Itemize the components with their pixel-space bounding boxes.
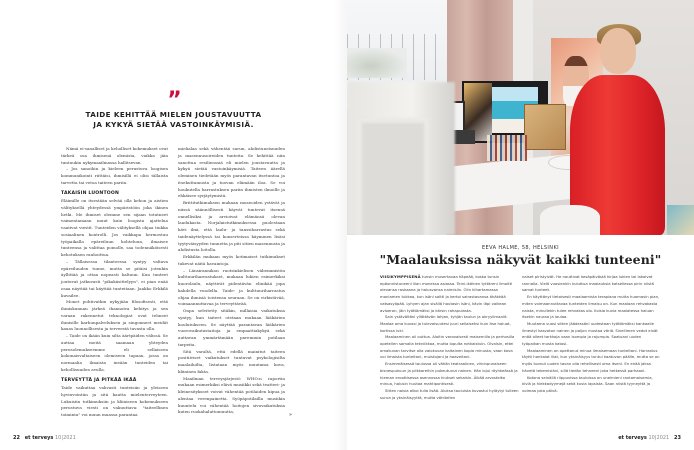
page-number: 23 (674, 435, 681, 441)
issue-year: 2021 (63, 435, 76, 441)
page-number: 22 (13, 435, 20, 441)
byline: EEVA HALME, 58, HELSINKI (481, 245, 560, 251)
issue-number: 10 (55, 435, 62, 441)
pull-quote-line: TAIDE KEHITTÄÄ MIELEN JOUSTAVUUTTA (85, 110, 262, 119)
paragraph: Sitä varaltä, että edellä mainitut taiteen positiiviset vaikutukset tuntuvat psykologisilta maalailuilta, listataan myös muutama kova, kliininen fakta. (178, 348, 285, 374)
section-heading: TERVEYTTÄ JA PITKÄÄ IKÄÄ (61, 377, 137, 383)
gutter-shadow (333, 0, 347, 450)
paragraph: Monet pohtivatkin nykyjään filosofisesti, että ihmiskunnan järkeä ihannoiva kehitys ja sen varaan rakennetut teknologiat ovat tehneet ihmisille karhunpalveluksen ja singonneet meidät kauas luonnollisesta ja terveestä tavasta olla. (61, 299, 168, 332)
right-page (347, 0, 694, 450)
story-column-2 (522, 274, 661, 395)
paragraph (380, 274, 519, 314)
paragraph: Maailman terveysjärjestö WHO:n raportin mukaan esimerkiksi elävä musiikki sekä teatteri- ja kleinesityksset voivat vähentää potilaiden kipua ja alentaa verenpainetta. Syöpäpotilailla musiikin kuuntelu voi vähentää hoitojen sivuvaikutuksia kuten ruokahaluttomuutta, (178, 375, 285, 415)
paragraph: Muutama vuosi sitten jäädessäni uudestaan työttömäksi kankaalle ilmestyi kasvoton nainen ja paljon mustaa väriä. Sivellimen vedot eivät enää olleet tarkkoja vaan isompia ja rajumpia. Saatuani uuden työpaikan musta katosi. (522, 320, 658, 347)
photo-face (600, 28, 636, 74)
page-footer-left: 22 et terveys 10|2021 (13, 435, 76, 441)
paragraph: Sain ystävältäni yllättävän lahjan, tyhjän taulun ja akryylimaalit. Maalaa oma kuvasi ja tulevaisuutesi juuri sellaiseksi kuin itse haluat, kortissa luki. (380, 314, 511, 333)
lead-in: VIISIKYMPPISENÄ (380, 274, 421, 279)
section-heading: TAKAISIN LUONTOON (61, 190, 120, 196)
paragraph: – Länsirannikon ruotsinkielisen väbemmistön kulttuuriharrastukset, mukaan lukien esimerkiksi kuorolaulu, näyttivät pidentävän elinikää jopa kahdella vuodella. Taide- ja kulttuuriharrastus ohjaa ihmisiä toistensa seuraan. Se on virkistävää, voimaannuttavaa ja terveyttävää. (178, 267, 285, 307)
pull-quote-line: JA KYKYÄ SIETÄÄ VASTOINKÄYMISIÄ. (93, 120, 254, 129)
photo-easel (524, 104, 566, 150)
paragraph: Maalaaminen oli outtua. Aloitin varovaisesti maisemilla ja perhosilla opetellen samalla tekniikkaa, mutta lopulta rohkaistuin. Oivalsin, ettei omakuvan tarvitse olla valokuvan kaltainen kopio minusta, vaan kova voi ilmaista tunteitani, muistojani ja haaveitani. (380, 334, 515, 360)
quote-mark-icon: ” (167, 88, 180, 113)
issue-number: 10 (648, 435, 655, 441)
magazine-brand: et terveys (24, 435, 54, 441)
paragraph: Maalaaminen on opettanut minua ilmaisemaan tunteitani. Harrastus täytti hankalat illat, kun yksinäisyys tuntui kaatuvan päälle, mutta se on myös tuonut uuden tavan olla rehellisesti oma itseni. En enää jaksa hävetä tekemisiäni, sillä tiedän tehneeni joka hetkessä parhaani. (522, 347, 660, 373)
continue-arrow-icon: » (289, 412, 293, 418)
page-footer-right: et terveys 10|2021 23 (618, 435, 681, 441)
paragraph: naiset piristyivät. He nauttivat kesäpäivästä kirjaa lukien tai lakoivat rannalla. Vielä vuosienkin kuluttua maalauksia katsellessa pirin niistä samat tunteet. (522, 274, 654, 293)
headline: "Maalauksissa näkyvät kaikki tunteeni" (379, 252, 662, 267)
photo-foreground-frame (357, 118, 429, 235)
paragraph: Nämä ei-sanalliset ja keholliset kokemukset ovat tärkeä osa ihmisenä olemista, vaikka jäin tuntuukin nykymaailmassa hallitsevan. (61, 146, 168, 165)
paragraph: Onpa selvitetty sitäkin, millaisia vaikutuksia syntyy, kun taiteet otetaan mukaan lääkärien koulutukseen. Se näyttää parantavan lääkärien vuorovaikutustaitoja ja empaattiakykyä sekä auttavan ymmärtämään paremmin potilaan tarpeita. (178, 308, 285, 347)
article-photo (347, 0, 694, 235)
pull-quote (0, 110, 347, 130)
article-column-1 (61, 146, 168, 419)
issue-year: 2021 (656, 435, 670, 441)
photo-paint-tubes (487, 135, 527, 161)
paragraph: – Jos sanoihin ja kieleen perustuva loogisen kommunikointi riittäisi, ihmisillä ei olisi tällaista tarvetta tai vetoa taiteen pariin. (61, 166, 168, 185)
paragraph: Kotona seinällä riippuvissa tauluissa on unelmieni rantamaisemia, kiviä ja hiekkadyymejä sekä kuvia lapsista. Saan niistä tyyneyttä ja voimaa joka päivä. (522, 374, 653, 393)
paragraph-text: tunsin musertavaa häpeää, koska tunsin epäonnistuneeni liian monessa asiassa. Teini-ikäinen tyttäreni ilmoitti olevansa raskaana ja halusvansa naimisiin. Olin kihartamassa moniamen tukkaa, kun isäni soitti ja kertoi sairastavansa ähäkkää vatsasyöpää. Lyhyen ajan sisällä hautasin isäni, kävin läpi vaikean avioeron, jäin työttömäksi ja kärsin rahapulasta. (380, 274, 513, 313)
story-column-1 (380, 274, 519, 401)
photo-trousers (540, 205, 600, 235)
paragraph: – Tällaisessa tilanteessa syntyy valtava epäreiluuden tunne, mutta se pitäisi jotenkin äyllittää ja ottaa nopeasti haltuun. Kun tunteet joutuvat jatkuvasti "pikakäsittelyyn", ei pian enää osaa näyttää tai käyttää tunteitaan. Jaakko Erkkilä kuvailee. (61, 258, 168, 298)
paragraph: Eläimille on itsestään selvää olla kehon ja aistien välityksellä yhteydessä ympäristöön joka ikinen hetki. Me ihmiset olemme sen sijaan totutneet vaimentamaan muut kuin loogista ajattelua vaativat viestit. Tunteiden välityksellä ohjaa tiukka sosiaalinen kontrolli. Jos vaikkapa hermostuu työpaikalla epäreiluun kohteluun, ilmaisee tunteensa ja valittaa pomolle, saa todennäköisesti kehotuksen rauhoittua. (61, 198, 168, 257)
photo-painting-corner (667, 205, 694, 235)
paragraph: Taide vaikuttaa vahvasti tunteisiin ja yleiseen hyvinvointiin ja sitä kautta mielenterveyteen. Lukuisiin tutkimuksiin ja kliiniseen kokemukseen perustuva viesti on vakuuttava: "taiteellinen toiminta" voi muun muassa parantaa (61, 385, 168, 417)
paragraph: Ensimmäisessä taulussa oli vähän teatraalinen, viininpunaiseen bisnespukuun ja piikkareihin pukeutunut nainen. Hän lojui röyhkeässä ja hieman eroottisessa asennossa hiukset sekaisin. Älkää arvostelko minua, halusin huutaa mahtipontisesti. (380, 361, 518, 387)
photo-trees (347, 48, 407, 78)
paragraph: Erkkilän mukaan myös kotimaiset tutkimukset tukevat näitä havaintoja. (178, 254, 285, 266)
paragraph: Sitten naisia alkoi tulla lisää. Aluksa tauluista kuvastui hyläytyi tulleen surua ja yksinäisyyttä, mutta vähitellen (380, 387, 519, 400)
paragraph: En käyttänyt tietoisesti maalaamista terapiana mutta huomasin pian, miten voimaannuttavaa tunteiden ilmaisu on. Kun maalaan rehvakasta naista, minullekin tulee rehvakas olo. Iloisia kuvia maalatessa haluan itsekin nauraa ja laulaa. (522, 294, 660, 320)
paragraph: – Taide on ikään kuin silta äärtpäiden välissä. Se auttaa meitä saamaan yhteyden perusolemukseemme eli sellaiseen kokonaisvaltaiseen olemiseen tapaan, jossa on normaalia ilmaista ineään tunteiden tai kehollisuuden avulla. (61, 333, 168, 372)
magazine-brand: et terveys (618, 435, 647, 441)
paragraph: mielialaa sekä vähentää surun, ahdistuneisuuden ja masennusoireiden tunteita. Se kehittää niin sanottua resilienssiä eli mielen joustavuutta ja kykyä sietää vastoinkäymisiä. Taiteen äärellä oleminen tiedetään myös parantavan itsetuntoa ja itsekuttamusta ja tuovan elämään iloa. Se voi houkutella harrastuksen pariin ihmisten ilmoille ja ehkäisee syrjäytymistä. (178, 146, 285, 199)
paragraph: Brittitutkimuksen mukaan museoiden ystävät ja niissä säännöllisesti käyvät tuntevat itsensä onnellisiksi ja arvioivat elämänsä olevan laadukasta. Norjalaistutkimuksessa puolestaan kävi ilmi, että laulu- ja tanssiharrastus sekä taidenäyttelyssä tai konserteissa käyminen lisäsi tyytyväisyyden tunnetta ja piti sitien masennusta ja ahdistusta loitolla. (178, 200, 285, 253)
article-column-2 (178, 146, 285, 416)
